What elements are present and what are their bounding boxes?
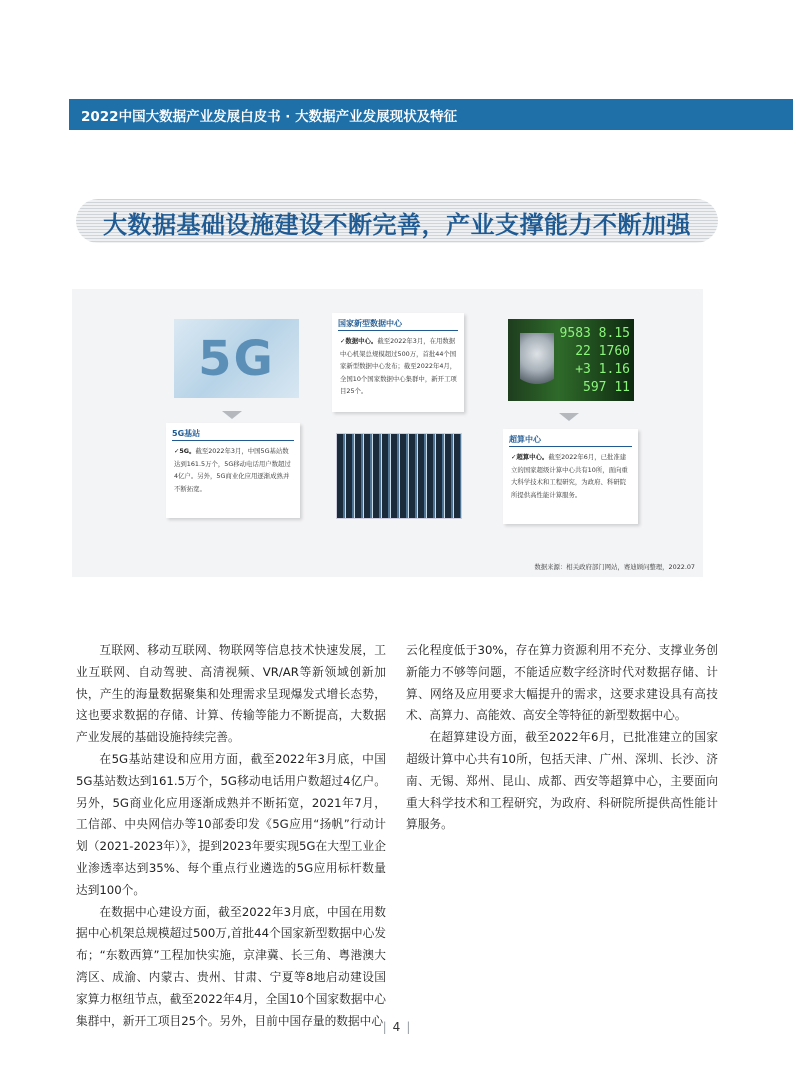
server-room-image — [336, 433, 462, 519]
paragraph: 云化程度低于30%，存在算力资源利用不充分、支撑业务创新能力不够等问题，不能适应数字经济时代对数据存储、计算、网络及应用要求大幅提升的需求，这要求建设具有高技术、高算力、高能效、高安全等特征的新型数据中心。 — [406, 643, 718, 723]
right-column — [406, 640, 718, 836]
arrow-down-icon — [222, 411, 242, 419]
paragraph: 在超算建设方面，截至2022年6月，已批准建立的国家超级计算中心共有10所，包括天津、广州、深圳、长沙、济南、无锡、郑州、昆山、成都、西安等超算中心，主要面向重大科学技术和工程研究，为政府、科研院所提供高性能计算服务。 — [406, 730, 718, 832]
card-supercomputing-title: 超算中心 — [509, 435, 541, 444]
card-5g-body — [174, 445, 294, 495]
divider: | — [382, 1020, 387, 1034]
card-data-center-title: 国家新型数据中心 — [338, 319, 402, 328]
card-supercomputing-lead: ✓超算中心。 — [511, 453, 549, 461]
paragraph: 在5G基站建设和应用方面，截至2022年3月底，中国5G基站数达到161.5万个，5G移动电话用户数超过4亿户。另外，5G商业化应用逐渐成熟并不断拓宽，2021年7月，工信部、中央网信办等10部委印发《5G应用“扬帆”行动计划（2021-2023年）》，提到2023年要实现5G在大型工业企业渗透率达到35%、每个重点行业遴选的5G应用标杆数量达到100个。 — [76, 751, 386, 897]
card-5g-text: 截至2022年3月，中国5G基站数达到161.5万个，5G移动电话用户数超过4亿户。另外，5G商业化应用逐渐成熟并不断拓宽。 — [174, 447, 291, 493]
card-supercomputing — [503, 429, 638, 524]
card-data-center-body — [340, 335, 458, 398]
divider — [338, 330, 458, 331]
arrow-down-icon — [559, 413, 579, 421]
ai-number-line: +3 1.16 — [575, 362, 630, 377]
left-column — [76, 640, 386, 1032]
card-5g-lead: ✓5G。 — [174, 447, 196, 455]
card-supercomputing-text: 截至2022年6月，已批准建立的国家超级计算中心共有10所，面向重大科学技术和工程研究，为政府、科研院所提供高性能计算服务。 — [511, 453, 628, 499]
ai-robot-image — [508, 319, 634, 401]
section-title-bar — [76, 199, 718, 243]
page-footer — [0, 1020, 793, 1034]
ai-number-line: 597 11 — [583, 380, 630, 395]
ai-numbers — [560, 325, 630, 397]
card-5g-title: 5G基站 — [172, 429, 201, 438]
divider — [509, 446, 632, 447]
5g-image-text: 5G — [198, 330, 275, 387]
infographic-panel — [72, 289, 703, 577]
ai-number-line: 22 1760 — [575, 344, 630, 359]
card-data-center — [332, 313, 464, 412]
robot-icon — [520, 333, 554, 393]
card-data-center-lead: ✓数据中心。 — [340, 337, 378, 345]
header-band — [69, 99, 793, 130]
card-5g — [166, 423, 300, 518]
ai-number-line: 9583 8.15 — [559, 326, 630, 341]
header-title: 2022中国大数据产业发展白皮书 · 大数据产业发展现状及特征 — [81, 109, 458, 125]
5g-image — [174, 319, 299, 398]
paragraph: 在数据中心建设方面，截至2022年3月底，中国在用数据中心机架总规模超过500万,首批44个国家新型数据中心发布；“东数西算”工程加快实施，京津冀、长三角、粤港澳大湾区、成渝、内蒙古、贵州、甘肃、宁夏等8地启动建设国家算力枢纽节点，截至2022年4月，全国10个国家数据中心集群中，新开工项目25个。另外，目前中国存量的数据中心 — [76, 904, 386, 1028]
card-supercomputing-body — [511, 451, 632, 501]
divider — [172, 440, 294, 441]
page-number: 4 — [392, 1020, 401, 1034]
data-source-note: 数据来源：相关政府部门网站，赛迪顾问整理，2022.07 — [534, 563, 695, 571]
paragraph: 互联网、移动互联网、物联网等信息技术快速发展，工业互联网、自动驾驶、高清视频、VR/AR等新领域创新加快，产生的海量数据聚集和处理需求呈现爆发式增长态势，这也要求数据的存储、计算、传输等能力不断提高，大数据产业发展的基础设施持续完善。 — [76, 643, 386, 745]
divider: | — [406, 1020, 411, 1034]
section-title: 大数据基础设施建设不断完善，产业支撑能力不断加强 — [103, 211, 691, 239]
card-data-center-text: 截至2022年3月，在用数据中心机架总规模超过500万，首批44个国家新型数据中心发布；截至2022年4月，全国10个国家数据中心集群中，新开工项目25个。 — [340, 337, 457, 395]
